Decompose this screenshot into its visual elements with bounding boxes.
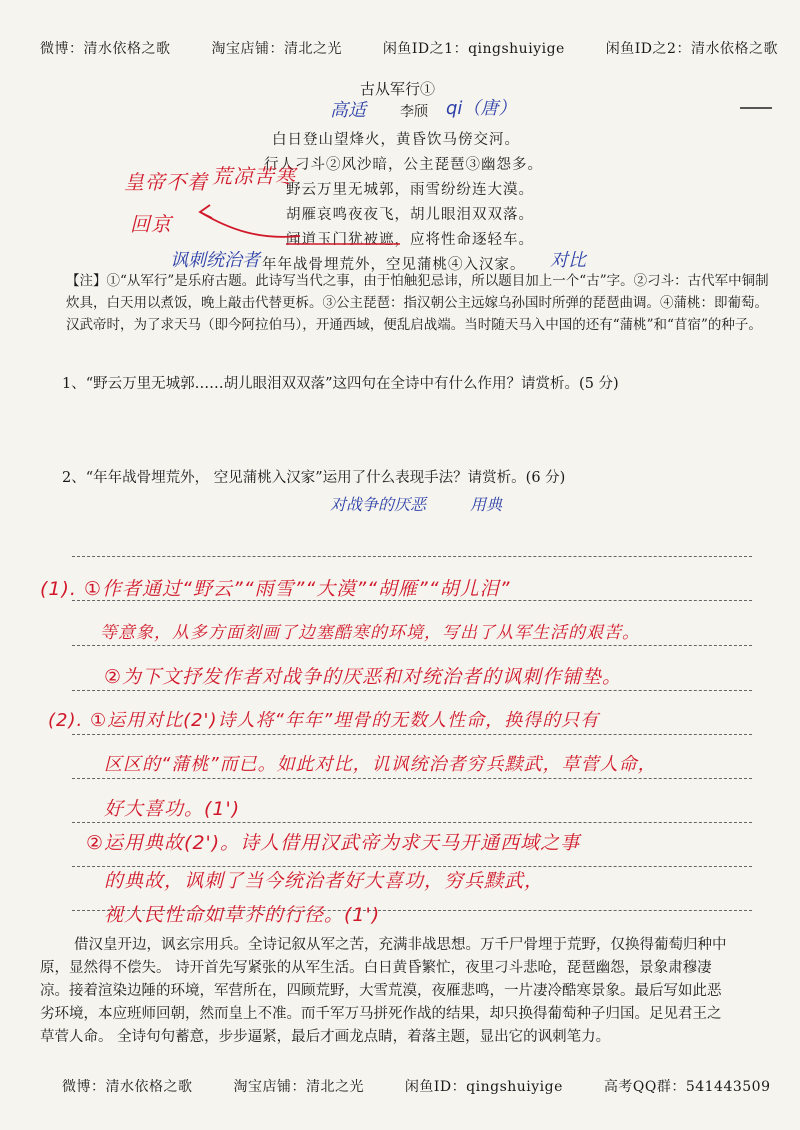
answer-line <box>72 645 752 646</box>
header-xianyu-2: 闲鱼ID之2：清水依格之歌 <box>605 41 778 57</box>
handwritten-margin-note-3: 回京 <box>130 212 172 236</box>
handwritten-margin-note-4: 讽刺统治者 <box>170 250 260 271</box>
annotation-arrow <box>200 212 300 237</box>
handwritten-q2-note-2: 用典 <box>470 495 503 514</box>
handwritten-answer-3: ②为下文抒发作者对战争的厌恶和对统治者的讽刺作铺垫。 <box>104 666 623 688</box>
footer-weibo: 微博：清水依格之歌 <box>62 1079 193 1095</box>
answer-line <box>72 822 752 823</box>
poem-line-2: 行人刁斗②风沙暗，公主琵琶③幽怨多。 <box>264 157 543 173</box>
handwritten-margin-note-1: 皇帝不着 <box>124 170 208 194</box>
header-xianyu-1: 闲鱼ID之1：qingshuiyige <box>382 41 565 57</box>
handwritten-answer-9: 视人民性命如草芥的行径。(1') <box>104 904 381 926</box>
poem-title: 古从军行① <box>360 80 436 98</box>
handwritten-answer-6: 好大喜功。(1') <box>104 798 241 820</box>
poem-line-4: 胡雁哀鸣夜夜飞，胡儿眼泪双双落。 <box>286 207 534 223</box>
handwritten-answer-7: ②运用典故(2')。诗人借用汉武帝为求天马开通西域之事 <box>86 832 581 854</box>
page-footer <box>62 1076 770 1096</box>
handwritten-q2-note-1: 对战争的厌恶 <box>330 495 427 514</box>
header-taobao: 淘宝店铺：清北之光 <box>211 41 342 57</box>
answer-line <box>72 556 752 557</box>
answer-line <box>72 734 752 735</box>
answer-line <box>72 778 752 779</box>
handwritten-answer-8: 的典故，讽刺了当今统治者好大喜功，穷兵黩武， <box>104 870 545 892</box>
poem-analysis: 借汉皇开边，讽玄宗用兵。全诗记叙从军之苦，充满非战思想。万千尸骨埋于荒野，仅换得葡萄归种中原，显然得不偿失。 诗开首先写紧张的从军生活。白日黄昏繁忙，夜里刁斗悲呛，琵琶幽怨，景象肃穆凄凉。接着渲染边陲的环境，军营所在，四顾荒野，大雪荒漠，夜雁悲鸣，一片凄冷酷寒景象。最后写如此恶劣环境，本应班师回朝，然而皇上不准。而千军万马拼死作战的结果，却只换得葡萄种子归国。足见君王之草菅人命。 全诗句句蓄意，步步逼紧，最后才画龙点睛，着落主题，显出它的讽刺笔力。 <box>40 937 727 1045</box>
question-1: 1、“野云万里无城郭……胡儿眼泪双双落”这四句在全诗中有什么作用？请赏析。(5 分) <box>62 376 619 392</box>
handwritten-author-pinyin: qi（唐） <box>446 98 517 119</box>
poem-line-5: 闻道玉门犹被遮，应将性命逐轻车。 <box>286 232 534 248</box>
footer-xianyu: 闲鱼ID：qingshuiyige <box>404 1079 563 1095</box>
handwritten-answer-5: 区区的“蒲桃”而已。如此对比，讥讽统治者穷兵黩武，草菅人命， <box>104 754 657 775</box>
handwritten-answer-2: 等意象，从多方面刻画了边塞酷寒的环境，写出了从军生活的艰苦。 <box>100 623 640 643</box>
footer-qq: 高考QQ群：541443509 <box>603 1079 771 1095</box>
handwritten-author-note: 高适 <box>330 100 366 121</box>
poem-author: 李颀 <box>400 104 428 120</box>
answer-line <box>72 690 752 691</box>
handwritten-margin-note-2: 荒凉苦寒 <box>212 164 296 188</box>
handwritten-margin-note-5: 对比 <box>550 250 586 271</box>
header-weibo: 微博：清水依格之歌 <box>40 41 171 57</box>
poem-notes: 【注】①“从军行”是乐府古题。此诗写当代之事，由于怕触犯忌讳，所以题目加上一个“古”字。②刁斗：古代军中铜制炊具，白天用以煮饭，晚上敲击代替更柝。③公主琵琶：指汉朝公主远嫁乌孙国时所弹的琵琶曲调。④蒲桃：即葡萄。汉武帝时，为了求天马（即今阿拉伯马），开通西域，便乱启战端。当时随天马入中国的还有“蒲桃”和“苜宿”的种子。 <box>66 273 769 333</box>
poem-line-3: 野云万里无城郭，雨雪纷纷连大漠。 <box>286 182 534 198</box>
annotation-marks <box>0 0 800 300</box>
footer-taobao: 淘宝店铺：清北之光 <box>233 1079 364 1095</box>
poem-line-1: 白日登山望烽火，黄昏饮马傍交河。 <box>272 132 520 148</box>
handwritten-answer-4: (2). ①运用对比(2')诗人将“年年”埋骨的无数人性命，换得的只有 <box>48 710 600 731</box>
poem-line-6: 年年战骨埋荒外，空见蒲桃④入汉家。 <box>262 257 526 273</box>
question-2: 2、“年年战骨埋荒外， 空见蒲桃入汉家”运用了什么表现手法？请赏析。(6 分) <box>62 470 566 486</box>
handwritten-answer-1: (1). ①作者通过“野云”“雨雪”“大漠”“胡雁”“胡儿泪” <box>40 578 511 600</box>
